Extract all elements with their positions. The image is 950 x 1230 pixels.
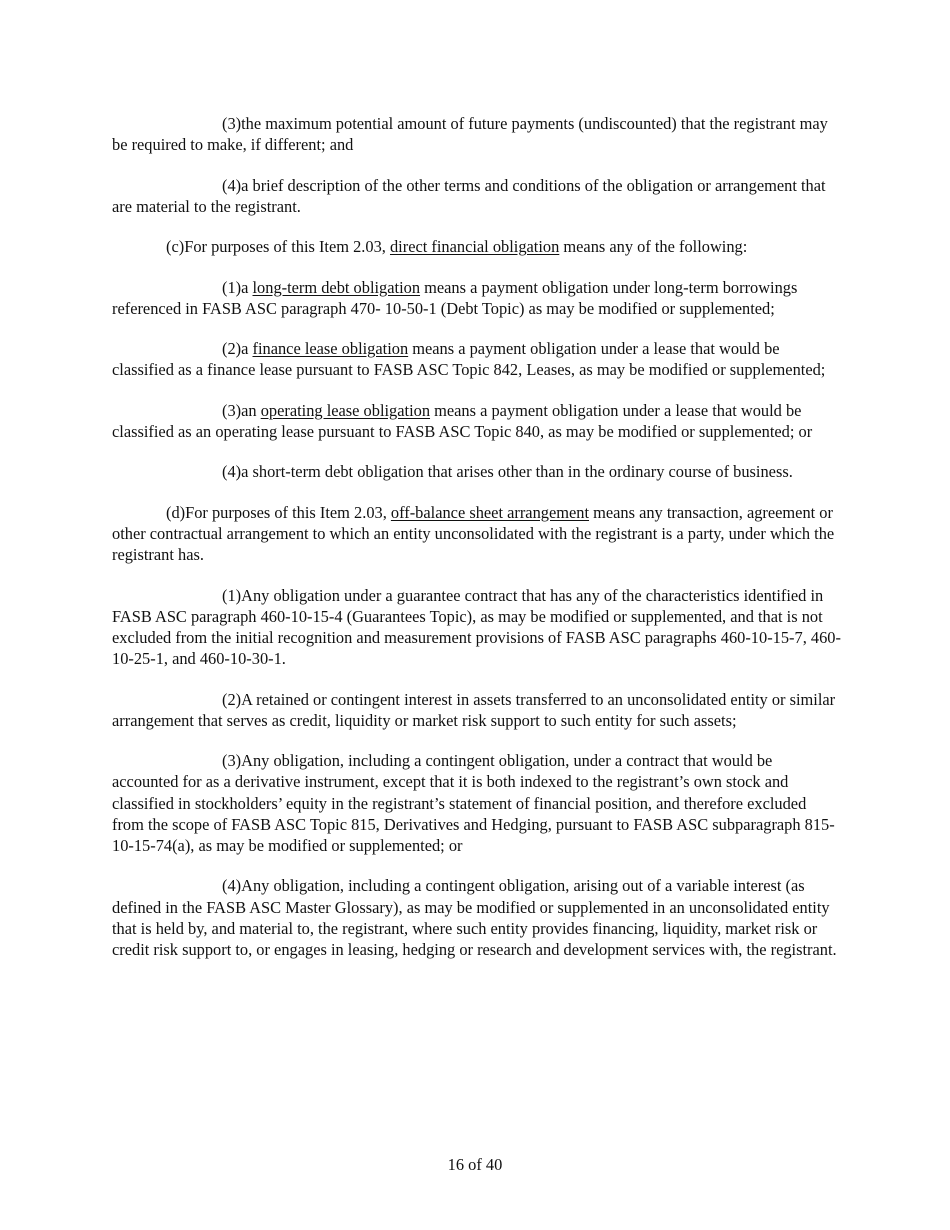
paragraph-text: For purposes of this Item 2.03, bbox=[184, 237, 390, 257]
paragraph-c bbox=[112, 236, 842, 257]
page-number: 16 of 40 bbox=[447, 1155, 503, 1174]
paragraph-number: (4) bbox=[222, 175, 242, 195]
paragraph-number: (2) bbox=[222, 339, 242, 359]
paragraph-d2 bbox=[112, 689, 842, 731]
paragraph-text: Any obligation under a guarantee contract that has any of the characteristics identified in FASB ASC paragraph 460-10-15-4 (Guarantees Topic), as may be modified or supplemented, and that is not excluded from the initial recognition and measurement provisions of FASB ASC paragraphs 460-10-15-7, 460-10-25-1, and 460-10-30-1. bbox=[112, 585, 841, 669]
paragraph-text: a short-term debt obligation that arises other than in the ordinary course of business. bbox=[241, 462, 793, 482]
paragraph-d bbox=[112, 502, 842, 566]
paragraph-number: (1) bbox=[222, 585, 242, 605]
defined-term: long-term debt obligation bbox=[252, 277, 421, 297]
paragraph-text: Any obligation, including a contingent obligation, arising out of a variable interest (as defined in the FASB ASC Master Glossary), as may be modified or supplemented in an unconsolidated entity that is held by, and material to, the registrant, where such entity provides financing, liquidity, market risk or credit risk support to, or engages in leasing, hedging or research and development services with, the registrant. bbox=[112, 876, 837, 959]
paragraph-text-rest: means any of the following: bbox=[559, 237, 748, 257]
paragraph-text-rest: means any transaction, agreement or other contractual arrangement to which an entity unconsolidated with the registrant is a party, under which the registrant has. bbox=[112, 502, 835, 565]
paragraph-number: (2) bbox=[222, 689, 242, 709]
paragraph-text: a bbox=[241, 339, 253, 359]
paragraph-text: A retained or contingent interest in assets transferred to an unconsolidated entity or similar arrangement that serves as credit, liquidity or market risk support to such entity for such assets; bbox=[112, 689, 836, 730]
paragraph-text: an bbox=[241, 400, 261, 420]
paragraph-c3 bbox=[112, 400, 842, 442]
paragraph-d1 bbox=[112, 585, 842, 670]
paragraph-c2 bbox=[112, 338, 842, 380]
paragraph-c1 bbox=[112, 277, 842, 319]
paragraph-text-rest: means a payment obligation under long-term borrowings referenced in FASB ASC paragraph 470- 10-50-1 (Debt Topic) as may be modified or supplemented; bbox=[112, 277, 798, 318]
paragraph-text-rest: means a payment obligation under a lease that would be classified as an operating lease pursuant to FASB ASC Topic 840, as may be modified or supplemented; or bbox=[112, 400, 813, 441]
paragraph-number: (3) bbox=[222, 751, 242, 771]
paragraph-text: Any obligation, including a contingent obligation, under a contract that would be accounted for as a derivative instrument, except that it is both indexed to the registrant’s own stock and classified in stockholders’ equity in the registrant’s statement of financial position, and therefore excluded from the scope of FASB ASC Topic 815, Derivatives and Hedging, pursuant to FASB ASC subparagraph 815-10-15-74(a), as may be modified or supplemented; or bbox=[112, 751, 835, 855]
paragraph-number: (c) bbox=[166, 237, 185, 257]
paragraph-number: (d) bbox=[166, 502, 186, 522]
paragraph-d4 bbox=[112, 875, 842, 960]
paragraph-d3 bbox=[112, 750, 842, 856]
defined-term: off-balance sheet arrangement bbox=[390, 502, 590, 522]
defined-term: finance lease obligation bbox=[252, 339, 409, 359]
paragraph-number: (1) bbox=[222, 277, 242, 297]
paragraph-a4 bbox=[112, 175, 842, 217]
paragraph-a3 bbox=[112, 113, 842, 155]
paragraph-c4 bbox=[112, 461, 842, 482]
document-page bbox=[112, 113, 842, 979]
paragraph-text: the maximum potential amount of future payments (undiscounted) that the registrant may be required to make, if different; and bbox=[112, 114, 828, 155]
paragraph-text: For purposes of this Item 2.03, bbox=[185, 502, 391, 522]
paragraph-text: a bbox=[241, 277, 253, 297]
paragraph-text: a brief description of the other terms and conditions of the obligation or arrangement that are material to the registrant. bbox=[112, 175, 826, 216]
defined-term: direct financial obligation bbox=[389, 237, 560, 257]
paragraph-number: (4) bbox=[222, 462, 242, 482]
paragraph-number: (3) bbox=[222, 400, 242, 420]
paragraph-text-rest: means a payment obligation under a lease that would be classified as a finance lease pursuant to FASB ASC Topic 842, Leases, as may be modified or supplemented; bbox=[112, 339, 826, 380]
paragraph-number: (3) bbox=[222, 114, 242, 133]
defined-term: operating lease obligation bbox=[260, 400, 431, 420]
paragraph-number: (4) bbox=[222, 876, 242, 896]
